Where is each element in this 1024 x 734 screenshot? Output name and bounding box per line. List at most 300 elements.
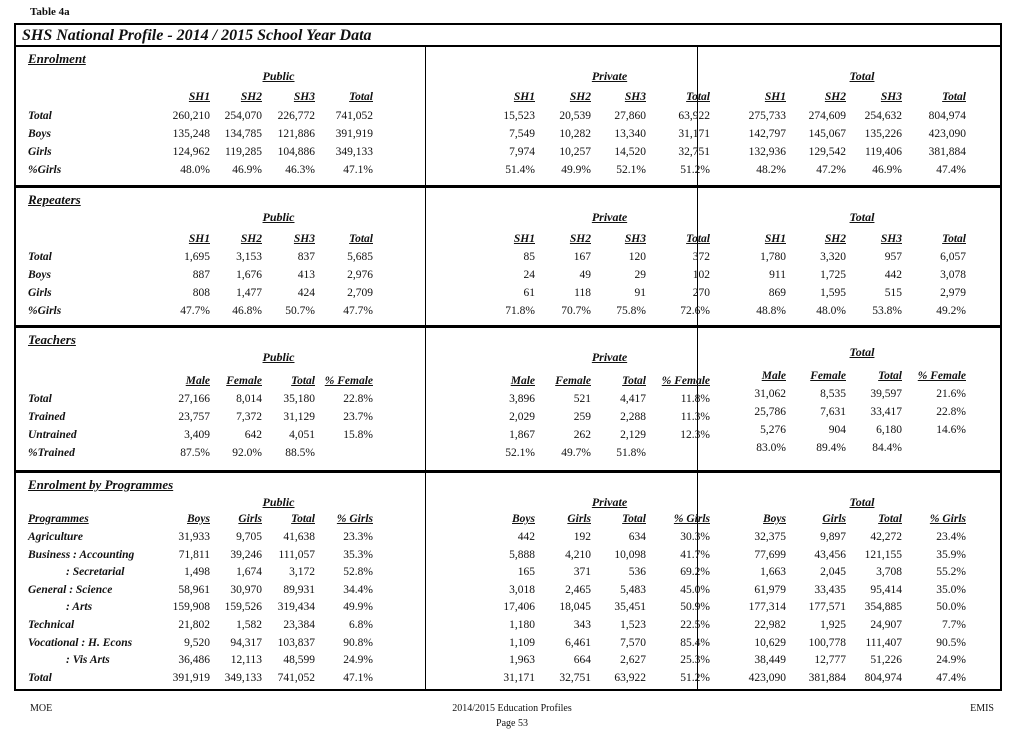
table-cell: 31,062 [754,388,786,400]
table-cell: 48.0% [816,305,846,317]
table-cell: 7,549 [509,128,535,140]
table-cell: 5,276 [760,424,786,436]
section-4 [16,473,1000,691]
table-cell: 42,272 [870,531,902,543]
table-cell: 41,638 [283,531,315,543]
table-cell: 27,860 [614,110,646,122]
table-cell: 2,976 [347,269,373,281]
table-cell: 804,974 [928,110,966,122]
table-cell: 260,210 [172,110,210,122]
table-cell: 254,632 [864,110,902,122]
table-cell: 254,070 [224,110,262,122]
table-cell: 142,797 [748,128,786,140]
section-title: Repeaters [28,192,81,207]
table-cell: 23.7% [343,411,373,423]
table-cell: 7,631 [820,406,846,418]
table-cell: 274,609 [808,110,846,122]
table-cell: 381,884 [928,146,966,158]
table-cell: 49.9% [343,601,373,614]
column-header: SH1 [188,91,210,103]
table-cell: 2,029 [509,411,535,423]
row-label: Trained [28,411,66,423]
column-header: SH2 [569,91,591,103]
table-cell: 413 [297,269,315,281]
table-cell: 48,599 [283,654,315,667]
table-cell: 55.2% [936,566,966,579]
table-cell: 46.8% [232,305,262,317]
section-2 [16,188,1000,328]
row-label: Total [28,110,52,122]
table-cell: 3,018 [509,583,535,596]
table-cell: 804,974 [864,671,902,684]
panel-private [426,47,710,185]
table-cell: 21,802 [178,619,210,631]
table-cell: 177,314 [748,601,786,614]
table-cell: 159,908 [172,601,210,614]
table-cell: 2,709 [347,287,373,299]
section-title: Enrolment by Programmes [28,477,174,492]
table-cell: 46.3% [285,164,315,176]
column-header: Total [622,375,646,387]
column-header: Total [942,91,966,103]
table-cell: 49.7% [561,447,591,459]
table-cell: 70.7% [561,305,591,317]
table-cell: 5,483 [620,583,646,596]
table-cell: 24.9% [343,654,373,667]
column-header: Male [510,375,535,387]
table-cell: 71,811 [178,548,210,561]
section-title: Teachers [28,332,76,347]
table-cell: 391,919 [172,671,210,684]
table-cell: 111,057 [278,548,315,561]
table-cell: 1,674 [236,566,262,579]
table-cell: 121,155 [864,548,902,561]
table-cell: 63,922 [614,671,646,684]
table-cell: 135,226 [864,128,902,140]
table-cell: 22.8% [936,406,966,418]
panel-title: Private [591,350,628,364]
table-cell: 1,663 [760,566,786,579]
table-cell: 47.4% [936,164,966,176]
table-cell: 36,486 [178,654,210,667]
panel-public [16,328,426,470]
table-cell: 869 [768,287,786,299]
table-cell: 52.1% [616,164,646,176]
table-cell: 957 [884,251,902,263]
table-cell: 31,933 [178,531,210,543]
table-cell: 159,526 [224,601,262,614]
table-cell: 3,409 [184,429,210,441]
table-cell: 102 [692,269,710,281]
table-cell: 29 [634,269,646,281]
table-cell: 77,699 [754,548,786,561]
table-cell: 51,226 [870,654,902,667]
table-cell: 226,772 [277,110,315,122]
column-header: Boys [763,513,786,525]
table-cell: 22,982 [754,619,786,631]
table-cell: 354,885 [864,601,902,614]
table-cell: 51.4% [505,164,535,176]
panel-title: Public [262,210,295,224]
table-cell: 1,676 [236,269,262,281]
table-cell: 4,051 [289,429,315,441]
column-header: SH2 [240,91,262,103]
table-cell: 90.8% [343,636,373,649]
section-3 [16,328,1000,473]
table-cell: 7,570 [620,636,646,649]
table-cell: 6,057 [940,251,966,263]
table-cell: 442 [884,269,902,281]
column-header: Female [810,370,846,382]
table-cell: 442 [517,531,535,543]
table-cell: 642 [244,429,262,441]
table-cell: 423,090 [748,671,786,684]
column-header: SH1 [764,233,786,245]
table-cell: 91 [634,287,646,299]
panel-private [426,188,710,325]
table-cell: 52.8% [343,566,373,579]
table-cell: 1,780 [760,251,786,263]
row-label: Boys [28,128,51,140]
table-cell: 24.9% [936,654,966,667]
panel-title: Private [591,495,628,509]
table-cell: 9,705 [236,531,262,543]
table-cell: 3,078 [940,269,966,281]
table-cell: 85.4% [680,636,710,649]
table-cell: 85 [523,251,535,263]
table-cell: 45.0% [680,583,710,596]
table-cell: 887 [192,269,210,281]
row-label: Girls [28,146,52,158]
table-cell: 121,886 [277,128,315,140]
table-cell: 391,919 [335,128,373,140]
table-cell: 23,757 [178,411,210,423]
table-cell: 4,210 [565,548,591,561]
table-cell: 837 [297,251,315,263]
row-label: : Arts [66,601,93,614]
table-cell: 100,778 [808,636,846,649]
table-cell: 2,129 [620,429,646,441]
table-cell: 1,695 [184,251,210,263]
table-cell: 634 [628,531,646,543]
table-cell: 3,320 [820,251,846,263]
panel-title: Public [262,495,295,509]
table-cell: 51.2% [680,164,710,176]
table-cell: 7.7% [942,619,966,631]
table-cell: 89.4% [816,442,846,454]
table-cell: 87.5% [180,447,210,459]
table-cell: 1,109 [509,636,535,649]
row-label: : Vis Arts [66,654,110,667]
panel-title: Total [849,345,875,359]
table-cell: 3,896 [509,393,535,405]
column-header: Total [349,233,373,245]
row-label: Agriculture [28,531,83,543]
column-header: SH3 [293,233,315,245]
panel-total [698,328,1000,470]
table-cell: 6.8% [349,619,373,631]
table-cell: 3,153 [236,251,262,263]
table-cell: 30,970 [230,583,262,596]
column-header: Total [686,91,710,103]
table-cell: 145,067 [808,128,846,140]
table-cell: 48.0% [180,164,210,176]
panel-public [16,188,426,325]
table-cell: 49 [579,269,591,281]
table-cell: 6,180 [876,424,902,436]
table-cell: 5,888 [509,548,535,561]
table-cell: 13,340 [614,128,646,140]
table-cell: 270 [692,287,710,299]
column-header: SH2 [569,233,591,245]
table-cell: 1,523 [620,619,646,631]
table-cell: 119,285 [225,146,262,158]
table-cell: 2,288 [620,411,646,423]
table-cell: 2,045 [820,566,846,579]
table-cell: 536 [628,566,646,579]
table-cell: 92.0% [232,447,262,459]
table-cell: 664 [573,654,591,667]
table-cell: 63,922 [678,110,710,122]
table-cell: 259 [573,411,591,423]
column-header: % Girls [673,513,710,525]
table-cell: 129,542 [808,146,846,158]
panel-title: Public [262,69,295,83]
panel-title: Private [591,210,628,224]
row-label: %Girls [28,164,62,176]
table-cell: 49.2% [936,305,966,317]
panel-title: Total [849,69,875,83]
table-cell: 2,627 [620,654,646,667]
table-cell: 47.7% [343,305,373,317]
table-cell: 46.9% [872,164,902,176]
table-cell: 33,435 [814,583,846,596]
column-header: Total [349,91,373,103]
table-cell: 10,629 [754,636,786,649]
panel-private [426,328,710,470]
table-cell: 23.4% [936,531,966,543]
table-cell: 10,098 [614,548,646,561]
column-header: SH3 [880,91,902,103]
table-cell: 23,384 [283,619,315,631]
table-cell: 53.8% [872,305,902,317]
table-cell: 1,725 [820,269,846,281]
table-cell: 27,166 [178,393,210,405]
column-header: SH2 [824,91,846,103]
table-cell: 120 [628,251,646,263]
row-label: Boys [28,269,51,281]
table-cell: 50.0% [936,601,966,614]
table-cell: 47.7% [180,305,210,317]
profile-table [14,23,1002,691]
panel-title: Total [849,495,875,509]
table-cell: 349,133 [335,146,373,158]
table-cell: 75.8% [616,305,646,317]
column-header: Female [555,375,591,387]
panel-total [698,188,1000,325]
table-cell: 33,417 [870,406,902,418]
column-header: SH1 [513,233,535,245]
table-cell: 12,777 [814,654,846,667]
table-cell: 10,257 [559,146,591,158]
panel-title: Total [849,210,875,224]
column-header: % Female [661,375,710,387]
table-cell: 132,936 [748,146,786,158]
table-cell: 61,979 [754,583,786,596]
table-cell: 904 [828,424,846,436]
table-cell: 2,465 [565,583,591,596]
table-cell: 35,451 [614,601,646,614]
table-cell: 103,837 [277,636,315,649]
footer-center: 2014/2015 Education Profiles [452,703,572,714]
table-cell: 119,406 [865,146,902,158]
column-header: Total [686,233,710,245]
table-cell: 71.8% [505,305,535,317]
table-cell: 1,867 [509,429,535,441]
table-cell: 48.2% [756,164,786,176]
table-cell: 192 [573,531,591,543]
table-cell: 262 [573,429,591,441]
table-cell: 134,785 [224,128,262,140]
table-cell: 1,582 [236,619,262,631]
table-cell: 423,090 [928,128,966,140]
table-cell: 1,925 [820,619,846,631]
table-cell: 15.8% [343,429,373,441]
table-cell: 47.4% [936,671,966,684]
table-cell: 741,052 [335,110,373,122]
table-cell: 11.3% [680,411,710,423]
table-cell: 135,248 [172,128,210,140]
table-cell: 43,456 [814,548,846,561]
table-cell: 50.9% [680,601,710,614]
section-1 [16,47,1000,188]
column-header: Total [878,370,902,382]
row-label: Total [28,251,52,263]
table-cell: 46.9% [232,164,262,176]
table-cell: 47.1% [343,671,373,684]
table-cell: 521 [573,393,591,405]
table-cell: 515 [884,287,902,299]
table-cell: 31,129 [283,411,315,423]
table-cell: 32,751 [559,671,591,684]
column-header: SH1 [513,91,535,103]
table-cell: 35.0% [936,583,966,596]
table-cell: 381,884 [808,671,846,684]
table-cell: 177,571 [808,601,846,614]
table-cell: 14,520 [614,146,646,158]
table-cell: 1,963 [509,654,535,667]
table-cell: 34.4% [343,583,373,596]
table-cell: 23.3% [343,531,373,543]
table-cell: 47.1% [343,164,373,176]
table-cell: 25.3% [680,654,710,667]
row-label: Girls [28,287,52,299]
table-cell: 343 [573,619,591,631]
table-cell: 52.1% [505,447,535,459]
footer-page: Page 53 [496,718,528,729]
table-cell: 6,461 [565,636,591,649]
row-label: General : Science [28,583,113,596]
column-header: Total [291,513,315,525]
table-cell: 372 [692,251,710,263]
table-cell: 319,434 [277,601,315,614]
row-label: Total [28,393,52,405]
table-cell: 58,961 [178,583,210,596]
table-cell: 9,897 [820,531,846,543]
table-cell: 17,406 [503,601,535,614]
panel-total [698,47,1000,185]
table-cell: 3,172 [289,566,315,579]
table-cell: 2,979 [940,287,966,299]
column-header: SH3 [293,91,315,103]
column-header: % Girls [336,513,373,525]
column-header: Girls [567,513,591,525]
table-cell: 41.7% [680,548,710,561]
table-cell: 90.5% [936,636,966,649]
row-label: Total [28,671,52,684]
table-cell: 4,417 [620,393,646,405]
table-cell: 38,449 [754,654,786,667]
table-cell: 8,535 [820,388,846,400]
column-header: SH1 [764,91,786,103]
table-cell: 275,733 [748,110,786,122]
table-cell: 11.8% [680,393,710,405]
table-cell: 30.3% [680,531,710,543]
footer-right: EMIS [970,703,994,714]
row-label: Technical [28,619,75,631]
column-header: Girls [238,513,262,525]
panel-private [426,473,710,691]
row-label: Business : Accounting [28,548,135,561]
table-cell: 18,045 [559,601,591,614]
table-cell: 12.3% [680,429,710,441]
footer-left: MOE [30,703,53,714]
panel-public [16,47,426,185]
table-cell: 24,907 [870,619,902,631]
table-cell: 5,685 [347,251,373,263]
column-header: Boys [187,513,210,525]
panel-title: Private [591,69,628,83]
table-cell: 39,597 [870,388,902,400]
panel-total [698,473,1000,691]
table-cell: 741,052 [277,671,315,684]
table-cell: 72.6% [680,305,710,317]
table-cell: 51.8% [616,447,646,459]
column-header: % Girls [929,513,966,525]
table-cell: 32,751 [678,146,710,158]
table-cell: 167 [573,251,591,263]
table-cell: 35,180 [283,393,315,405]
row-label: : Secretarial [66,566,125,579]
table-label: Table 4a [30,6,70,18]
row-label: Untrained [28,429,77,441]
table-cell: 51.2% [680,671,710,684]
table-cell: 349,133 [224,671,262,684]
column-header: SH1 [188,233,210,245]
table-cell: 7,372 [236,411,262,423]
column-header: Total [291,375,315,387]
column-header: Total [878,513,902,525]
table-cell: 32,375 [754,531,786,543]
table-cell: 911 [769,269,786,281]
table-cell: 31,171 [503,671,535,684]
table-cell: 94,317 [230,636,262,649]
table-cell: 83.0% [756,442,786,454]
table-cell: 10,282 [559,128,591,140]
table-cell: 84.4% [872,442,902,454]
table-cell: 424 [297,287,315,299]
table-cell: 1,477 [236,287,262,299]
